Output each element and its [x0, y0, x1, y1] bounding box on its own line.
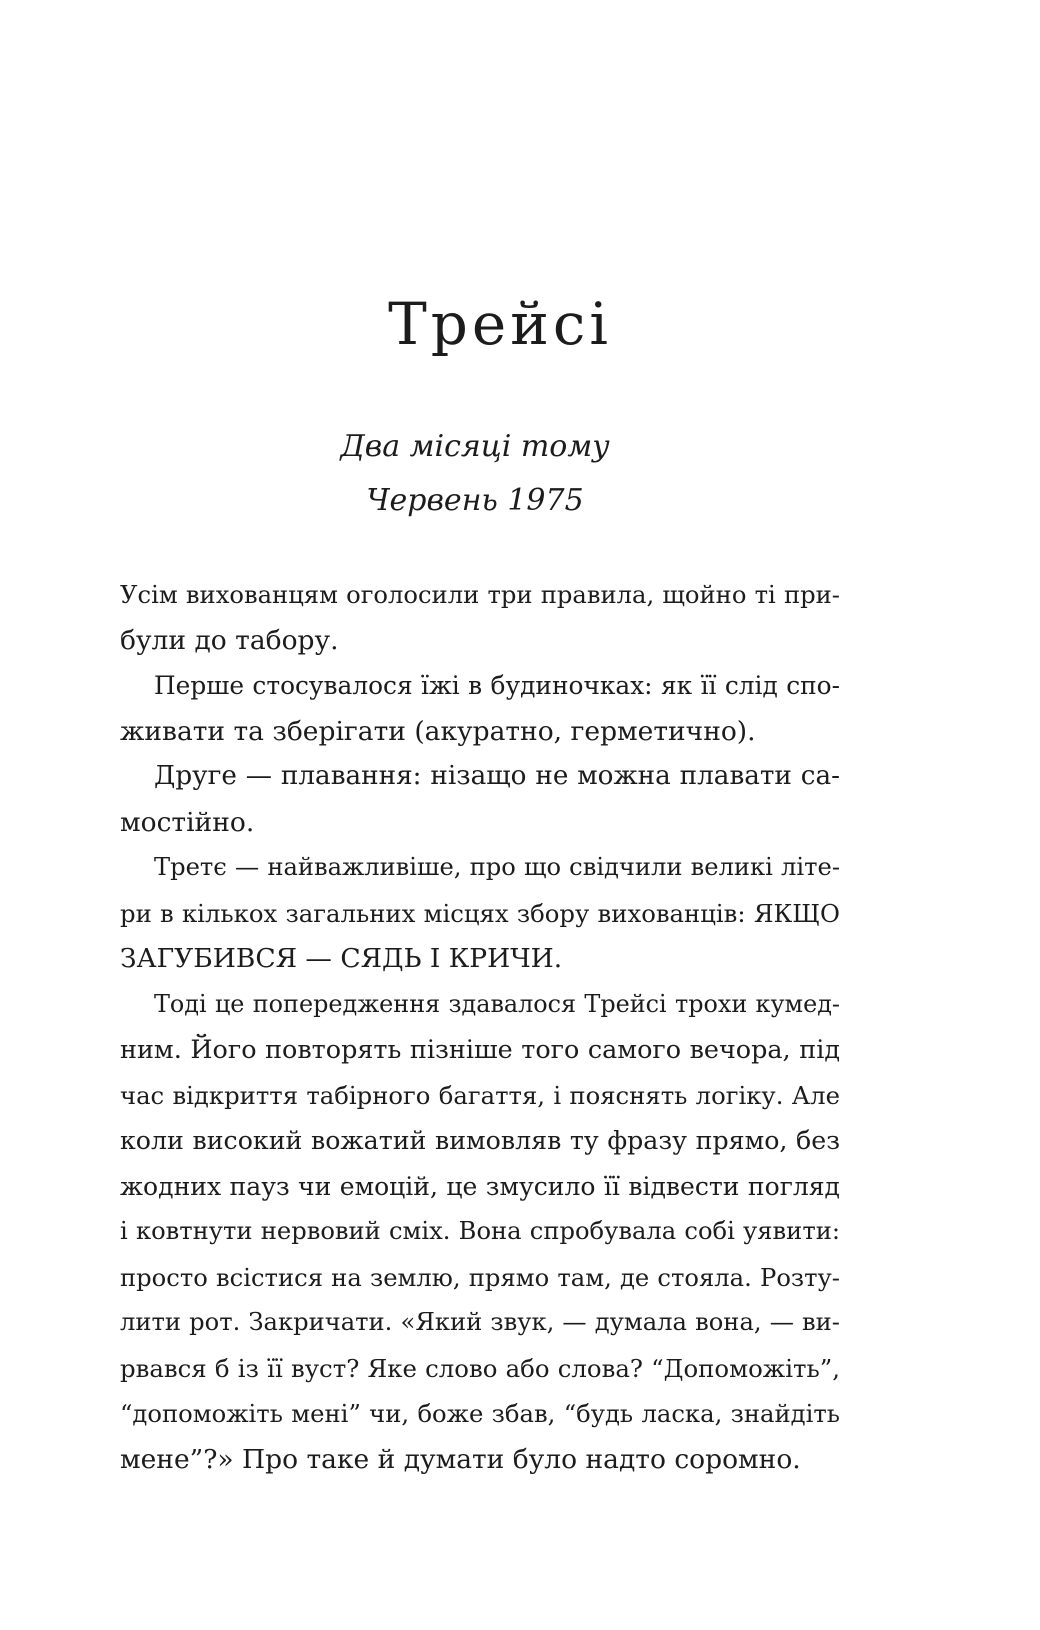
text-line: ри в кількох загальних місцях збору вихованців: ЯКЩО	[120, 898, 840, 928]
text-line: Усім вихованцям оголосили три правила, щойно ті при-	[120, 580, 840, 609]
text-line: ЗАГУБИВСЯ — СЯДЬ І КРИЧИ.	[120, 943, 563, 974]
subtitle-date: Червень 1975	[366, 483, 584, 518]
text-line: лити рот. Закричати. «Який звук, — думала вона, — ви-	[120, 1308, 840, 1336]
subtitle-time: Два місяці тому	[340, 429, 610, 464]
text-line: живати та зберігати (акуратно, герметично).	[120, 715, 756, 747]
text-line: просто всістися на землю, прямо там, де стояла. Розту-	[120, 1262, 840, 1292]
text-line: Друге — плавання: нізащо не можна плавати са-	[154, 761, 840, 791]
chapter-subtitle	[0, 420, 950, 528]
text-line: рвався б із її вуст? Яке слово або слова? “Допоможіть”,	[120, 1353, 840, 1383]
chapter-title: Трейсі	[388, 290, 612, 358]
text-line: мене”?» Про таке й думати було надто соромно.	[120, 1443, 801, 1475]
text-line: “допоможіть мені” чи, боже збав, “будь ласка, знайдіть	[120, 1399, 840, 1428]
text-line: мостійно.	[120, 806, 255, 838]
text-line: Перше стосувалося їжі в будиночках: як її слід спо-	[154, 671, 840, 700]
text-line: час відкриття табірного багаття, і пояснять логіку. Але	[120, 1080, 840, 1110]
text-line: жодних пауз чи емоцій, це змусило її відвести погляд	[120, 1171, 840, 1201]
text-line: Третє — найважливіше, про що свідчили великі літе-	[154, 853, 840, 881]
text-line: Тоді це попередження здавалося Трейсі трохи кумед-	[154, 989, 840, 1018]
text-line: ним. Його повторять пізніше того самого вечора, під	[120, 1034, 840, 1064]
text-line: були до табору.	[120, 624, 339, 656]
text-line: і ковтнути нервовий сміх. Вона спробувала собі уявити:	[120, 1217, 840, 1245]
text-line: коли високий вожатий вимовляв ту фразу прямо, без	[120, 1126, 840, 1155]
body-text	[120, 572, 840, 1482]
